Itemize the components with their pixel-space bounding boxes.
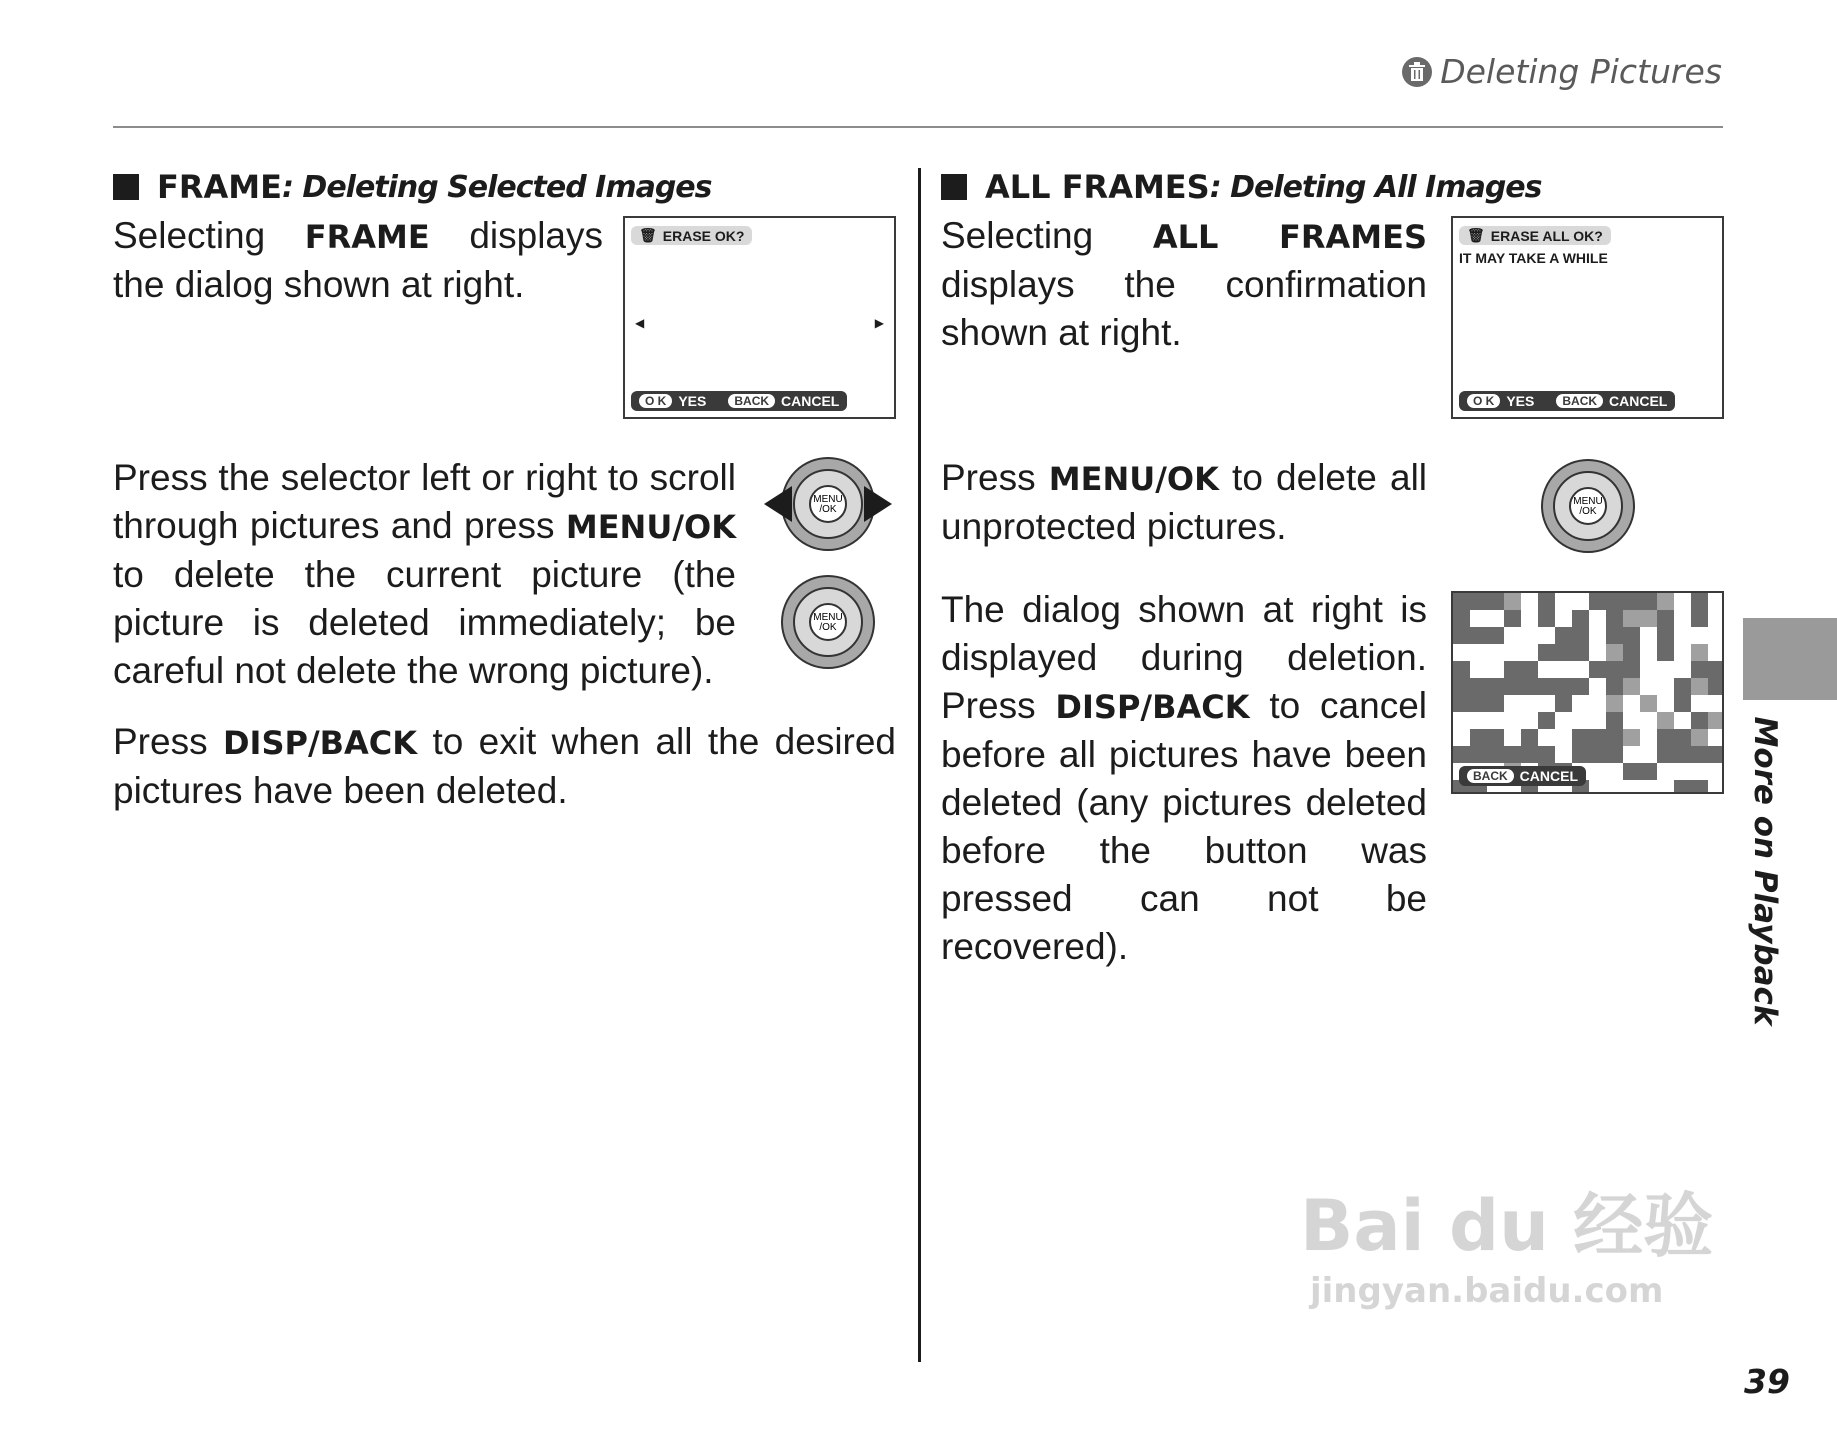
bullet-square-icon [941, 174, 967, 200]
left-arrow-icon: ◀ [635, 316, 645, 330]
header-title-text: Deleting Pictures [1440, 52, 1722, 91]
screen-title: ERASE OK? [662, 227, 745, 244]
svg-text:MENU: MENU [813, 612, 843, 623]
intro-paragraph: Selecting FRAME displays the dialog shown at right. [113, 215, 603, 305]
trash-icon: 🗑 [1467, 227, 1485, 243]
trash-icon: 🗑 [639, 227, 657, 243]
screen-button-bar [1459, 766, 1586, 786]
yes-label: YES [678, 393, 707, 409]
yes-label: YES [1506, 393, 1535, 409]
cancel-label: CANCEL [1609, 393, 1668, 409]
section-heading-all-frames [941, 168, 1542, 206]
right-arrow-icon: ▶ [874, 316, 884, 330]
trash-icon [1402, 57, 1432, 87]
erase-ok-screen [623, 216, 896, 419]
mosaic-pattern [1453, 593, 1722, 792]
erase-all-ok-screen [1451, 216, 1724, 419]
svg-text:/OK: /OK [819, 504, 837, 515]
back-chip: BACK [1467, 769, 1514, 783]
header-rule [113, 126, 1723, 128]
ok-chip: O K [1467, 394, 1500, 408]
svg-text:/OK: /OK [1579, 506, 1597, 517]
delete-all-paragraph: Press MENU/OK to delete all unprotected pictures. [941, 457, 1428, 547]
deletion-progress-screen [1451, 591, 1724, 794]
menu-ok-dial-icon [780, 574, 876, 670]
watermark-line1: Bai du 经验 [1300, 1185, 1714, 1267]
svg-text:/OK: /OK [819, 622, 837, 633]
watermark [1300, 1170, 1713, 1311]
watermark-line2: jingyan.baidu.com [1310, 1271, 1664, 1311]
heading-subtitle: : Deleting All Images [1209, 169, 1542, 205]
heading-title: ALL FRAMES [985, 168, 1210, 206]
back-chip: BACK [1556, 394, 1603, 408]
screen-button-bar [631, 391, 847, 411]
svg-text:MENU: MENU [1573, 496, 1603, 507]
screen-button-bar [1459, 391, 1675, 411]
cancel-label: CANCEL [781, 393, 840, 409]
section-label: More on Playback [1747, 716, 1783, 1026]
ok-chip: O K [639, 394, 672, 408]
section-tab [1743, 618, 1837, 700]
screen-title-pill [1459, 226, 1611, 245]
cancel-label: CANCEL [1519, 768, 1579, 784]
section-heading-frame [113, 168, 712, 206]
selector-left-right-icon [762, 456, 894, 552]
intro-paragraph-right: Selecting ALL FRAMES displays the confirmation shown at right. [941, 215, 1427, 353]
page-header [1402, 52, 1722, 91]
screen-title-pill [631, 226, 752, 245]
heading-title: FRAME [157, 168, 282, 206]
deletion-dialog-paragraph: The dialog shown at right is displayed during deletion. Press DISP/BACK to cancel before all pictures have been deleted (any pictures deleted before the button was pressed can not be recovered). [941, 589, 1428, 967]
svg-text:MENU: MENU [813, 494, 843, 505]
heading-subtitle: : Deleting Selected Images [281, 169, 712, 205]
exit-paragraph: Press DISP/BACK to exit when all the desired pictures have been deleted. [113, 721, 897, 811]
back-chip: BACK [728, 394, 775, 408]
screen-title: ERASE ALL OK? [1490, 227, 1603, 244]
page-number: 39 [1744, 1362, 1790, 1401]
column-divider [918, 168, 921, 1362]
screen-subtitle: IT MAY TAKE A WHILE [1459, 250, 1608, 266]
menu-ok-dial-icon-right [1540, 458, 1636, 554]
selector-paragraph: Press the selector left or right to scroll through pictures and press MENU/OK to delete the current picture (the picture is deleted immediately; be careful not delete the wrong picture). [113, 457, 736, 691]
bullet-square-icon [113, 174, 139, 200]
